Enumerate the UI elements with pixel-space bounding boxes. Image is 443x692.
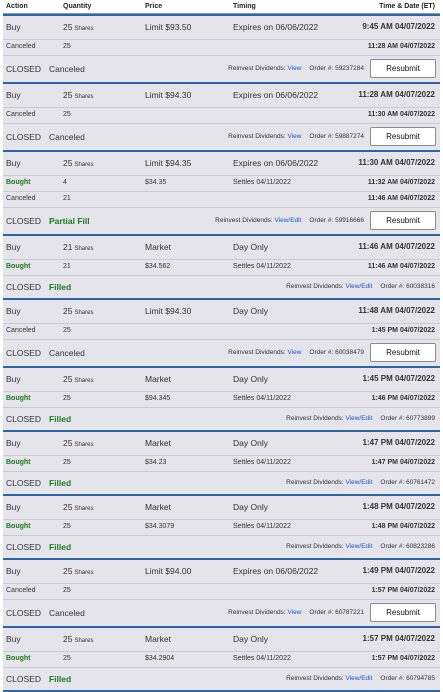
order-quantity: 25 Shares xyxy=(63,438,94,448)
reinvest-label: Reinvest Dividends: xyxy=(286,479,344,486)
order-action: Buy xyxy=(6,438,21,448)
order-timing: Day Only xyxy=(233,634,268,644)
header-datetime: Time & Date (ET) xyxy=(379,3,435,10)
execution-row xyxy=(3,520,440,536)
execution-row xyxy=(3,176,440,192)
order-timing: Day Only xyxy=(233,242,268,252)
shares-label: Shares xyxy=(74,378,94,384)
table-header xyxy=(3,0,440,14)
order-action: Buy xyxy=(6,374,21,384)
execution-row xyxy=(3,108,440,124)
order-meta xyxy=(286,415,435,422)
header-timing: Timing xyxy=(233,3,256,10)
execution-quantity: 21 xyxy=(63,195,71,202)
execution-row xyxy=(3,324,440,340)
order-datetime: 1:48 PM 04/07/2022 xyxy=(362,502,435,511)
order-status-row xyxy=(3,340,440,366)
status-value: Filled xyxy=(48,674,72,684)
order-number-label: Order #: xyxy=(380,283,405,290)
order-price: Limit $94.30 xyxy=(145,306,192,316)
order-price: Market xyxy=(145,502,171,512)
order-block xyxy=(3,236,440,300)
order-number: 60761472 xyxy=(406,479,435,486)
order-block xyxy=(3,496,440,560)
order-quantity: 25 Shares xyxy=(63,634,94,644)
shares-label: Shares xyxy=(74,26,94,32)
resubmit-button[interactable]: Resubmit xyxy=(370,343,436,362)
execution-action: Canceled xyxy=(6,587,36,594)
order-status xyxy=(6,542,71,552)
shares-label: Shares xyxy=(74,442,94,448)
order-quantity: 25 Shares xyxy=(63,90,94,100)
reinvest-link[interactable]: View/Edit xyxy=(345,675,373,682)
order-timing: Expires on 06/06/2022 xyxy=(233,90,319,100)
order-quantity: 25 Shares xyxy=(63,306,94,316)
execution-action: Canceled xyxy=(6,111,36,118)
reinvest-link[interactable]: View xyxy=(287,65,302,72)
order-status-row xyxy=(3,668,440,690)
status-value: Filled xyxy=(48,414,72,424)
order-number-label: Order #: xyxy=(309,349,334,356)
order-action: Buy xyxy=(6,22,21,32)
execution-row xyxy=(3,392,440,408)
execution-quantity: 25 xyxy=(63,523,71,530)
resubmit-button[interactable]: Resubmit xyxy=(370,211,436,230)
reinvest-label: Reinvest Dividends: xyxy=(286,283,344,290)
execution-timing: Settles 04/11/2022 xyxy=(233,395,291,402)
execution-price: $34.23 xyxy=(145,459,167,466)
execution-quantity: 25 xyxy=(63,459,71,466)
execution-action: Canceled xyxy=(6,327,36,334)
order-datetime: 11:28 AM 04/07/2022 xyxy=(358,90,435,99)
execution-quantity: 21 xyxy=(63,263,71,270)
order-status xyxy=(6,674,71,684)
closed-label: CLOSED xyxy=(6,348,41,358)
order-action: Buy xyxy=(6,242,21,252)
order-status-row xyxy=(3,124,440,150)
order-row xyxy=(3,432,440,456)
execution-price: $34.562 xyxy=(145,263,171,270)
execution-price: $34.2904 xyxy=(145,655,175,662)
resubmit-button[interactable]: Resubmit xyxy=(370,59,436,78)
reinvest-label: Reinvest Dividends: xyxy=(228,65,286,72)
reinvest-link[interactable]: View/Edit xyxy=(345,543,373,550)
order-meta xyxy=(228,609,364,616)
execution-quantity: 25 xyxy=(63,43,71,50)
order-action: Buy xyxy=(6,158,21,168)
reinvest-label: Reinvest Dividends: xyxy=(286,415,344,422)
order-quantity: 25 Shares xyxy=(63,502,94,512)
execution-quantity: 25 xyxy=(63,327,71,334)
order-quantity: 25 Shares xyxy=(63,158,94,168)
shares-label: Shares xyxy=(74,162,94,168)
order-status xyxy=(6,414,71,424)
order-block xyxy=(3,368,440,432)
order-number-label: Order #: xyxy=(380,675,405,682)
order-meta xyxy=(215,217,364,224)
order-status-row xyxy=(3,600,440,626)
reinvest-link[interactable]: View xyxy=(287,349,302,356)
order-row xyxy=(3,496,440,520)
order-status-row xyxy=(3,276,440,298)
status-value: Canceled xyxy=(48,348,85,358)
order-action: Buy xyxy=(6,566,21,576)
execution-row xyxy=(3,192,440,208)
order-meta xyxy=(228,65,364,72)
shares-label: Shares xyxy=(74,246,94,252)
reinvest-label: Reinvest Dividends: xyxy=(286,675,344,682)
order-meta xyxy=(228,133,364,140)
order-quantity: 21 Shares xyxy=(63,242,94,252)
status-value: Canceled xyxy=(48,132,85,142)
order-number: 60773899 xyxy=(406,415,435,422)
order-datetime: 1:57 PM 04/07/2022 xyxy=(362,634,435,643)
execution-action: Bought xyxy=(6,459,31,466)
order-timing: Expires on 06/06/2022 xyxy=(233,22,319,32)
resubmit-button[interactable]: Resubmit xyxy=(370,127,436,146)
execution-row xyxy=(3,584,440,600)
execution-action: Bought xyxy=(6,179,31,186)
order-row xyxy=(3,16,440,40)
order-number-label: Order #: xyxy=(380,415,405,422)
execution-datetime: 11:46 AM 04/07/2022 xyxy=(367,263,435,270)
closed-label: CLOSED xyxy=(6,414,41,424)
order-block xyxy=(3,14,440,84)
order-price: Limit $93.50 xyxy=(145,22,192,32)
order-timing: Day Only xyxy=(233,502,268,512)
order-row xyxy=(3,152,440,176)
status-value: Partial Fill xyxy=(48,216,90,226)
order-block xyxy=(3,432,440,496)
execution-datetime: 1:48 PM 04/07/2022 xyxy=(371,523,435,530)
order-number: 60038479 xyxy=(335,349,364,356)
order-action: Buy xyxy=(6,90,21,100)
reinvest-label: Reinvest Dividends: xyxy=(228,609,286,616)
order-datetime: 11:30 AM 04/07/2022 xyxy=(358,158,435,167)
order-meta xyxy=(286,543,435,550)
order-history-table xyxy=(3,0,440,692)
order-quantity: 25 Shares xyxy=(63,566,94,576)
order-number: 59237284 xyxy=(335,65,364,72)
order-status-row xyxy=(3,56,440,82)
order-meta xyxy=(286,675,435,682)
status-value: Filled xyxy=(48,282,72,292)
execution-quantity: 4 xyxy=(63,179,67,186)
reinvest-link[interactable]: View xyxy=(287,133,302,140)
execution-datetime: 11:30 AM 04/07/2022 xyxy=(367,111,435,118)
order-status-row xyxy=(3,408,440,430)
reinvest-label: Reinvest Dividends: xyxy=(228,349,286,356)
order-status-row xyxy=(3,472,440,494)
reinvest-label: Reinvest Dividends: xyxy=(228,133,286,140)
order-number: 60038316 xyxy=(406,283,435,290)
execution-action: Bought xyxy=(6,523,31,530)
execution-datetime: 11:28 AM 04/07/2022 xyxy=(367,43,435,50)
closed-label: CLOSED xyxy=(6,216,41,226)
closed-label: CLOSED xyxy=(6,542,41,552)
order-block xyxy=(3,628,440,692)
reinvest-link[interactable]: View/Edit xyxy=(345,283,373,290)
execution-datetime: 1:57 PM 04/07/2022 xyxy=(371,587,435,594)
execution-timing: Settles 04/11/2022 xyxy=(233,459,291,466)
header-action: Action xyxy=(6,3,28,10)
execution-action: Bought xyxy=(6,655,31,662)
order-timing: Expires on 06/06/2022 xyxy=(233,158,319,168)
execution-quantity: 25 xyxy=(63,395,71,402)
order-price: Limit $94.35 xyxy=(145,158,192,168)
closed-label: CLOSED xyxy=(6,674,41,684)
execution-row xyxy=(3,652,440,668)
order-status xyxy=(6,478,71,488)
order-number-label: Order #: xyxy=(380,479,405,486)
order-row xyxy=(3,236,440,260)
order-row xyxy=(3,300,440,324)
execution-timing: Settles 04/11/2022 xyxy=(233,263,291,270)
order-status xyxy=(6,608,85,618)
reinvest-link[interactable]: View/Edit xyxy=(345,479,373,486)
execution-quantity: 25 xyxy=(63,587,71,594)
order-datetime: 11:48 AM 04/07/2022 xyxy=(358,306,435,315)
order-status xyxy=(6,282,71,292)
order-number-label: Order #: xyxy=(309,133,334,140)
order-list xyxy=(3,14,440,692)
closed-label: CLOSED xyxy=(6,64,41,74)
execution-row xyxy=(3,456,440,472)
order-datetime: 1:45 PM 04/07/2022 xyxy=(362,374,435,383)
order-number: 59887274 xyxy=(335,133,364,140)
order-status xyxy=(6,64,85,74)
order-meta xyxy=(286,479,435,486)
order-status xyxy=(6,216,90,226)
order-number: 59916666 xyxy=(335,217,364,224)
shares-label: Shares xyxy=(74,570,94,576)
order-status-row xyxy=(3,208,440,234)
order-number: 60823286 xyxy=(406,543,435,550)
execution-datetime: 1:45 PM 04/07/2022 xyxy=(371,327,435,334)
execution-action: Canceled xyxy=(6,195,36,202)
order-number-label: Order #: xyxy=(309,217,334,224)
order-block xyxy=(3,84,440,152)
execution-datetime: 1:47 PM 04/07/2022 xyxy=(371,459,435,466)
order-quantity: 25 Shares xyxy=(63,374,94,384)
resubmit-button[interactable]: Resubmit xyxy=(370,603,436,622)
execution-quantity: 25 xyxy=(63,655,71,662)
execution-quantity: 25 xyxy=(63,111,71,118)
execution-datetime: 1:46 PM 04/07/2022 xyxy=(371,395,435,402)
reinvest-label: Reinvest Dividends: xyxy=(215,217,273,224)
order-price: Market xyxy=(145,438,171,448)
execution-action: Bought xyxy=(6,263,31,270)
header-quantity: Quantity xyxy=(63,3,92,10)
order-row xyxy=(3,368,440,392)
order-datetime: 1:49 PM 04/07/2022 xyxy=(362,566,435,575)
status-value: Filled xyxy=(48,478,72,488)
order-number-label: Order #: xyxy=(309,609,334,616)
execution-row xyxy=(3,260,440,276)
execution-action: Canceled xyxy=(6,43,36,50)
order-meta xyxy=(286,283,435,290)
order-price: Limit $94.30 xyxy=(145,90,192,100)
order-status xyxy=(6,132,85,142)
order-status xyxy=(6,348,85,358)
order-timing: Day Only xyxy=(233,306,268,316)
execution-timing: Settles 04/11/2022 xyxy=(233,179,291,186)
reinvest-label: Reinvest Dividends: xyxy=(286,543,344,550)
order-number-label: Order #: xyxy=(309,65,334,72)
status-value: Filled xyxy=(48,542,72,552)
order-row xyxy=(3,560,440,584)
closed-label: CLOSED xyxy=(6,608,41,618)
execution-datetime: 11:32 AM 04/07/2022 xyxy=(367,179,435,186)
execution-price: $34.3079 xyxy=(145,523,175,530)
order-price: Limit $94.00 xyxy=(145,566,192,576)
order-price: Market xyxy=(145,374,171,384)
order-quantity: 25 Shares xyxy=(63,22,94,32)
execution-datetime: 11:46 AM 04/07/2022 xyxy=(367,195,435,202)
order-block xyxy=(3,300,440,368)
order-datetime: 9:45 AM 04/07/2022 xyxy=(362,22,435,31)
order-timing: Day Only xyxy=(233,438,268,448)
shares-label: Shares xyxy=(74,310,94,316)
header-price: Price xyxy=(145,3,163,10)
order-row xyxy=(3,84,440,108)
order-number-label: Order #: xyxy=(380,543,405,550)
status-value: Canceled xyxy=(48,608,85,618)
execution-row xyxy=(3,40,440,56)
order-action: Buy xyxy=(6,306,21,316)
execution-price: $94.345 xyxy=(145,395,171,402)
reinvest-link[interactable]: View/Edit xyxy=(345,415,373,422)
closed-label: CLOSED xyxy=(6,478,41,488)
shares-label: Shares xyxy=(74,94,94,100)
shares-label: Shares xyxy=(74,638,94,644)
closed-label: CLOSED xyxy=(6,132,41,142)
order-block xyxy=(3,152,440,236)
execution-timing: Settles 04/11/2022 xyxy=(233,523,291,530)
order-datetime: 11:46 AM 04/07/2022 xyxy=(358,242,435,251)
shares-label: Shares xyxy=(74,506,94,512)
order-price: Market xyxy=(145,242,171,252)
order-timing: Expires on 06/06/2022 xyxy=(233,566,319,576)
order-row xyxy=(3,628,440,652)
status-value: Canceled xyxy=(48,64,85,74)
reinvest-link[interactable]: View/Edit xyxy=(274,217,302,224)
order-timing: Day Only xyxy=(233,374,268,384)
reinvest-link[interactable]: View xyxy=(287,609,302,616)
order-action: Buy xyxy=(6,502,21,512)
order-status-row xyxy=(3,536,440,558)
closed-label: CLOSED xyxy=(6,282,41,292)
execution-price: $34.35 xyxy=(145,179,167,186)
order-meta xyxy=(228,349,364,356)
order-number: 60787221 xyxy=(335,609,364,616)
order-number: 60794785 xyxy=(406,675,435,682)
execution-action: Bought xyxy=(6,395,31,402)
order-action: Buy xyxy=(6,634,21,644)
execution-timing: Settles 04/11/2022 xyxy=(233,655,291,662)
execution-datetime: 1:57 PM 04/07/2022 xyxy=(371,655,435,662)
order-price: Market xyxy=(145,634,171,644)
order-datetime: 1:47 PM 04/07/2022 xyxy=(362,438,435,447)
order-block xyxy=(3,560,440,628)
